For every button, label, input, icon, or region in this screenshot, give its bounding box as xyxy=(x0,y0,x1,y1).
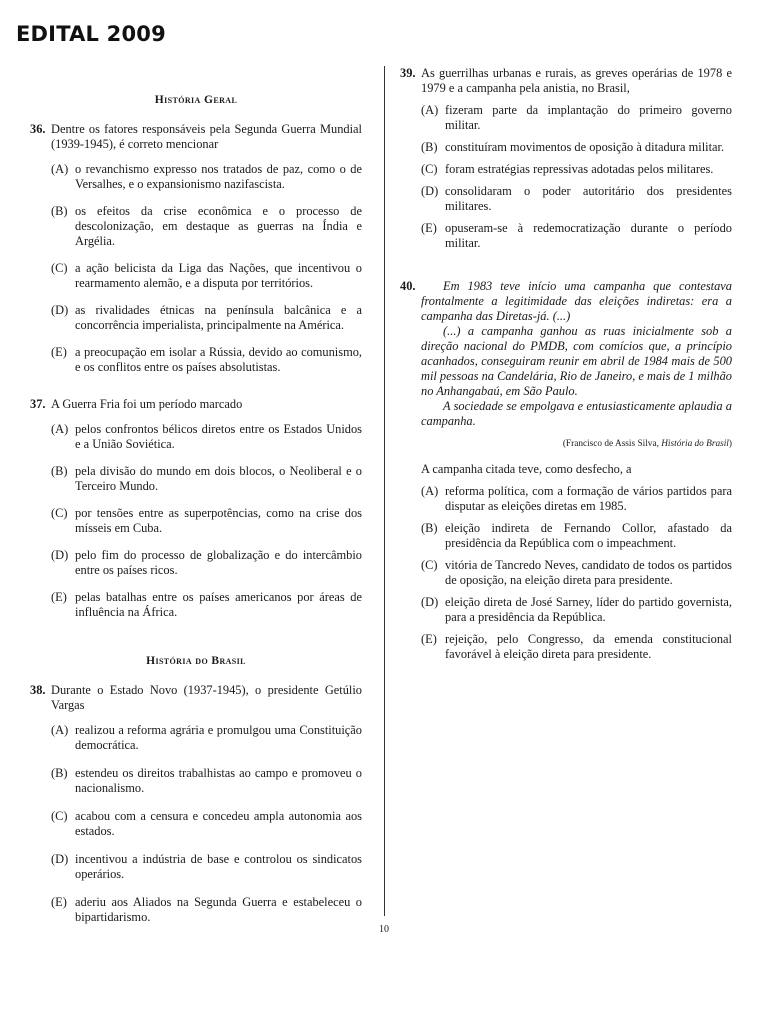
question-stem xyxy=(30,122,362,152)
option-letter: (E) xyxy=(51,345,67,359)
option-a xyxy=(400,484,732,514)
option-e xyxy=(30,345,362,375)
option-text: o revanchismo expresso nos tratados de paz, como o de Versalhes, e o expansionismo nazifascista. xyxy=(75,162,362,191)
option-a xyxy=(30,162,362,192)
section-title-historia-geral: História Geral xyxy=(154,94,238,106)
question-number: 38. xyxy=(30,683,46,697)
question-36 xyxy=(30,122,362,375)
option-text: estendeu os direitos trabalhistas ao campo e promoveu o nacionalismo. xyxy=(75,766,362,795)
question-40 xyxy=(400,279,732,662)
question-37 xyxy=(30,397,362,620)
option-d xyxy=(30,852,362,882)
source-title: História do Brasil xyxy=(661,439,729,449)
option-letter: (E) xyxy=(51,590,67,604)
option-c xyxy=(30,261,362,291)
page-header-title: EDITAL 2009 xyxy=(16,22,166,46)
option-text: rejeição, pelo Congresso, da emenda constitucional favorável à eleição direta para presidente. xyxy=(445,632,732,661)
option-e xyxy=(400,221,732,251)
option-text: as rivalidades étnicas na península balcânica e a concorrência imperialista, principalmente na América. xyxy=(75,303,362,332)
option-letter: (E) xyxy=(421,632,437,646)
option-text: realizou a reforma agrária e promulgou uma Constituição democrática. xyxy=(75,723,362,752)
option-d xyxy=(30,303,362,333)
citation-paragraph: Em 1983 teve início uma campanha que contestava frontalmente a legitimidade das eleições indiretas: era a campanha das Diretas-já. (...) xyxy=(421,279,732,323)
option-letter: (B) xyxy=(421,140,438,154)
option-text: acabou com a censura e concedeu ampla autonomia aos estados. xyxy=(75,809,362,838)
question-text: Durante o Estado Novo (1937-1945), o presidente Getúlio Vargas xyxy=(51,683,362,712)
option-d xyxy=(400,184,732,214)
question-number: 37. xyxy=(30,397,46,411)
question-stem xyxy=(30,683,362,713)
source-author: (Francisco de Assis Silva, xyxy=(562,439,659,449)
option-letter: (E) xyxy=(51,895,67,909)
option-letter: (D) xyxy=(51,852,69,866)
citation-source xyxy=(421,437,732,452)
option-text: eleição direta de José Sarney, líder do partido governista, para a presidência da República. xyxy=(445,595,732,624)
question-stem xyxy=(30,397,362,412)
option-text: a preocupação em isolar a Rússia, devido ao comunismo, e os conflitos entre os países absolutistas. xyxy=(75,345,362,374)
section-title-historia-brasil: História do Brasil xyxy=(146,655,246,667)
option-e xyxy=(30,590,362,620)
option-text: a ação belicista da Liga das Nações, que incentivou o rearmamento alemão, e a disputa por territórios. xyxy=(75,261,362,290)
question-citation-block xyxy=(400,279,732,452)
option-e xyxy=(30,895,362,925)
option-text: pelas batalhas entre os países americanos por áreas de influência na África. xyxy=(75,590,362,619)
option-letter: (A) xyxy=(51,422,69,436)
option-text: eleição indireta de Fernando Collor, afastado da presidência da República com o impeachment. xyxy=(445,521,732,550)
question-text: A Guerra Fria foi um período marcado xyxy=(51,397,243,411)
question-number: 40. xyxy=(400,279,416,293)
option-d xyxy=(30,548,362,578)
option-c xyxy=(30,506,362,536)
option-letter: (D) xyxy=(51,548,69,562)
question-38 xyxy=(30,683,362,925)
left-column xyxy=(30,66,362,938)
citation-paragraph: A sociedade se empolgava e entusiasticamente aplaudia a campanha. xyxy=(421,399,732,428)
question-text: Dentre os fatores responsáveis pela Segunda Guerra Mundial (1939-1945), é correto mencionar xyxy=(51,122,362,151)
option-text: vitória de Tancredo Neves, candidato de todos os partidos de oposição, na eleição direta para presidente. xyxy=(445,558,732,587)
question-number: 36. xyxy=(30,122,46,136)
option-letter: (A) xyxy=(421,484,439,498)
source-close: ) xyxy=(728,439,732,449)
right-column xyxy=(400,66,732,669)
option-a xyxy=(400,103,732,133)
option-letter: (D) xyxy=(421,595,439,609)
option-letter: (B) xyxy=(51,204,68,218)
question-39 xyxy=(400,66,732,251)
option-text: reforma política, com a formação de vários partidos para disputar as eleições diretas em 1985. xyxy=(445,484,732,513)
option-letter: (D) xyxy=(421,184,439,198)
option-text: pelos confrontos bélicos diretos entre os Estados Unidos e a União Soviética. xyxy=(75,422,362,451)
option-letter: (C) xyxy=(51,506,68,520)
option-text: pela divisão do mundo em dois blocos, o Neoliberal e o Terceiro Mundo. xyxy=(75,464,362,493)
option-c xyxy=(400,558,732,588)
option-d xyxy=(400,595,732,625)
option-letter: (A) xyxy=(421,103,439,117)
option-text: pelo fim do processo de globalização e do intercâmbio entre os países ricos. xyxy=(75,548,362,577)
question-stem xyxy=(400,66,732,96)
option-text: constituíram movimentos de oposição à ditadura militar. xyxy=(445,140,725,154)
option-text: aderiu aos Aliados na Segunda Guerra e estabeleceu o bipartidarismo. xyxy=(75,895,362,924)
option-text: consolidaram o poder autoritário dos presidentes militares. xyxy=(445,184,732,213)
option-letter: (B) xyxy=(51,766,68,780)
column-divider xyxy=(384,66,385,916)
question-text: As guerrilhas urbanas e rurais, as greves operárias de 1978 e 1979 e a campanha pela anistia, no Brasil, xyxy=(421,66,732,95)
option-letter: (D) xyxy=(51,303,69,317)
option-letter: (A) xyxy=(51,723,69,737)
page-number: 10 xyxy=(379,924,389,935)
option-c xyxy=(30,809,362,839)
option-a xyxy=(30,422,362,452)
option-b xyxy=(400,521,732,551)
option-b xyxy=(30,204,362,249)
option-letter: (B) xyxy=(51,464,68,478)
option-b xyxy=(400,140,732,155)
citation-text xyxy=(421,279,732,429)
option-e xyxy=(400,632,732,662)
option-text: fizeram parte da implantação do primeiro governo militar. xyxy=(445,103,732,132)
citation-paragraph: (...) a campanha ganhou as ruas inicialmente sob a direção nacional do PMDB, com comícios que, a princípio acanhados, conseguiram reunir em abril de 1984 mais de 500 mil pessoas na Candelária, Rio de Janeiro, e mais de 1 milhão no Anhangabaú, em São Paulo. xyxy=(421,324,732,398)
option-letter: (C) xyxy=(421,558,438,572)
option-b xyxy=(30,766,362,796)
option-text: opuseram-se à redemocratização durante o período militar. xyxy=(445,221,732,250)
option-letter: (E) xyxy=(421,221,437,235)
option-letter: (A) xyxy=(51,162,69,176)
option-letter: (C) xyxy=(51,261,68,275)
question-number: 39. xyxy=(400,66,416,80)
question-text: A campanha citada teve, como desfecho, a xyxy=(421,462,632,476)
option-letter: (C) xyxy=(51,809,68,823)
option-text: os efeitos da crise econômica e o processo de descolonização, em destaque as guerras na Índia e Argélia. xyxy=(75,204,362,248)
option-b xyxy=(30,464,362,494)
option-text: por tensões entre as superpotências, como na crise dos mísseis em Cuba. xyxy=(75,506,362,535)
option-text: incentivou a indústria de base e controlou os sindicatos operários. xyxy=(75,852,362,881)
option-letter: (C) xyxy=(421,162,438,176)
option-a xyxy=(30,723,362,753)
option-letter: (B) xyxy=(421,521,438,535)
option-c xyxy=(400,162,732,177)
option-text: foram estratégias repressivas adotadas pelos militares. xyxy=(445,162,714,176)
